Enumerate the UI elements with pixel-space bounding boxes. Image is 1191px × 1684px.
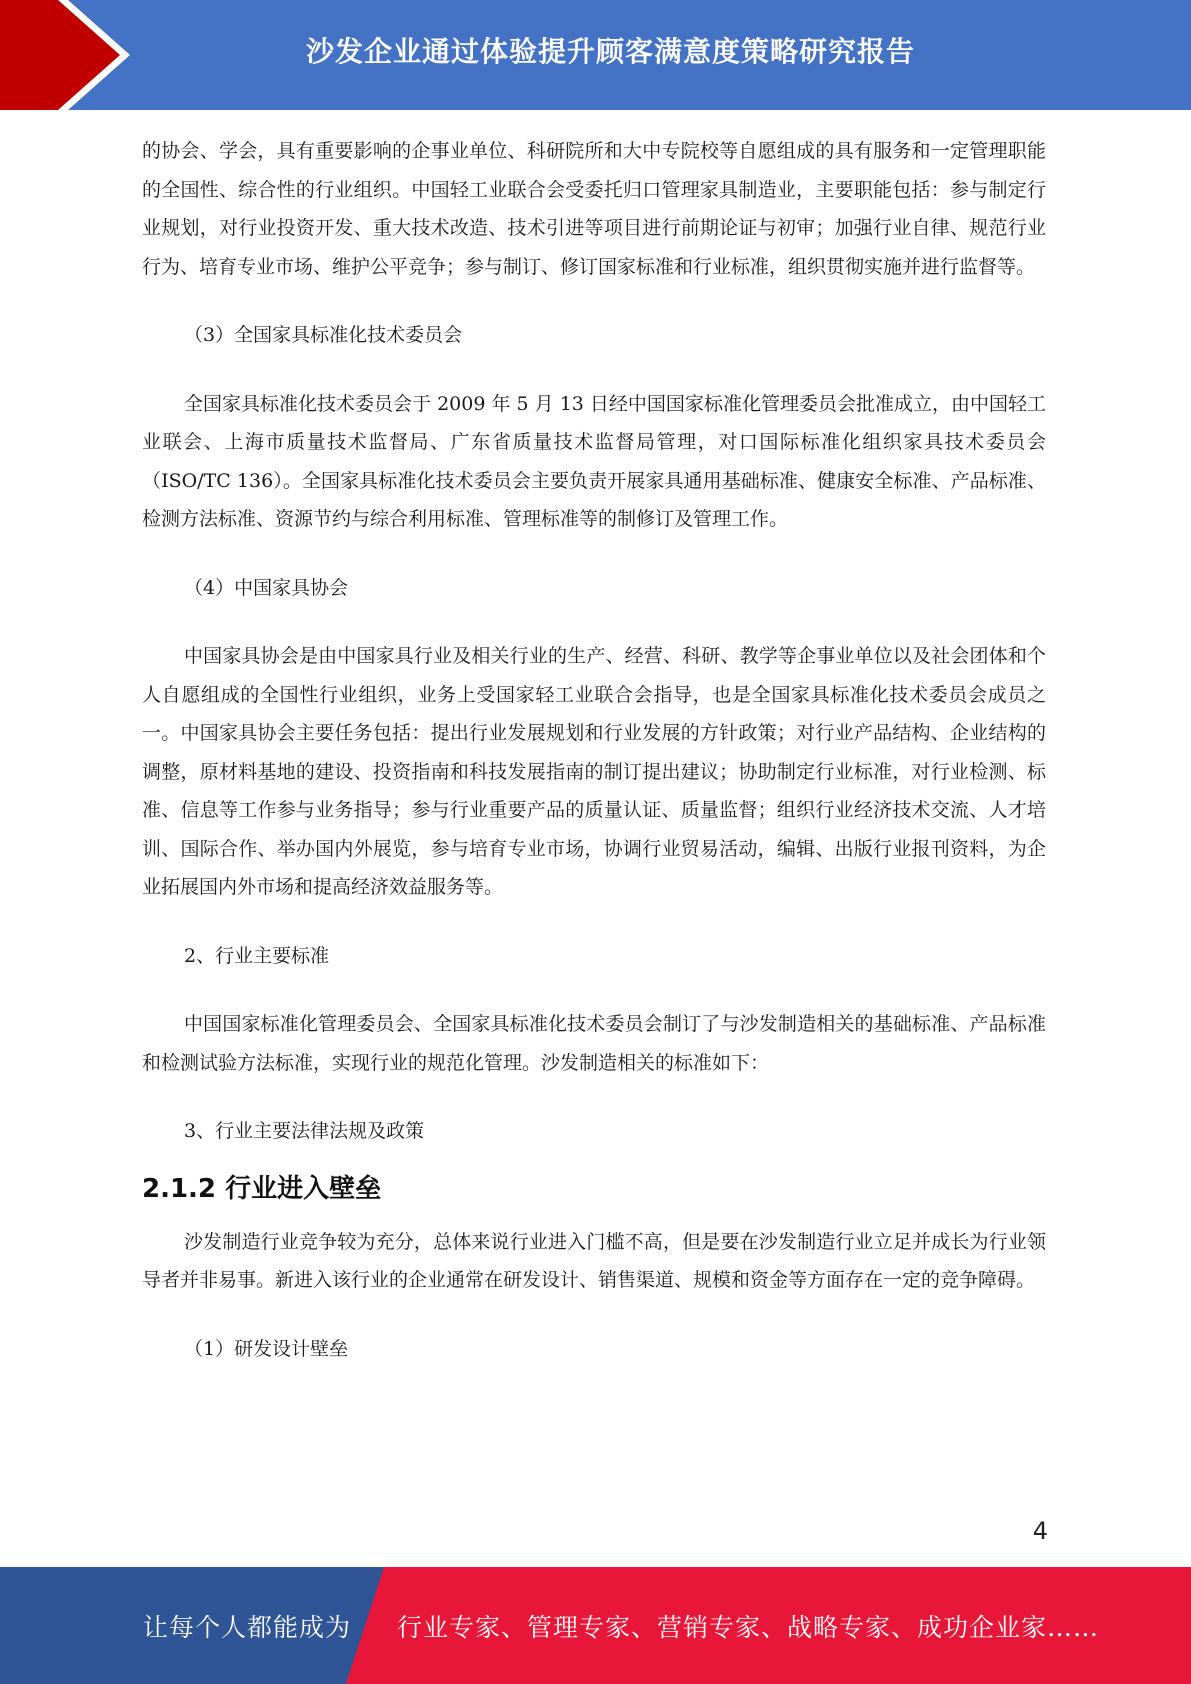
footer-band — [0, 1567, 1191, 1684]
paragraph-entry-barriers: 沙发制造行业竞争较为充分，总体来说行业进入门槛不高，但是要在沙发制造行业立足并成长为行业领导者并非易事。新进入该行业的企业通常在研发设计、销售渠道、规模和资金等方面存在一定的竞争障碍。 — [142, 1230, 1046, 1291]
footer-slogan-right: 行业专家、管理专家、营销专家、战略专家、成功企业家…… — [397, 1612, 1100, 1642]
subheading-4: （4）中国家具协会 — [184, 576, 349, 599]
header-chevron-icon — [0, 0, 160, 110]
footer-slogan-left: 让每个人都能成为 — [143, 1612, 352, 1642]
page-body — [142, 132, 1046, 1368]
paragraph-furniture-association: 中国家具协会是由中国家具行业及相关行业的生产、经营、科研、教学等企事业单位以及社会团体和个人自愿组成的全国性行业组织，业务上受国家轻工业联合会指导，也是全国家具标准化技术委员会成员之一。中国家具协会主要任务包括：提出行业发展规划和行业发展的方针政策；对行业产品结构、企业结构的调整，原材料基地的建设、投资指南和科技发展指南的制订提出建议；协助制定行业标准，对行业检测、标准、信息等工作参与业务指导；参与行业重要产品的质量认证、质量监督；组织行业经济技术交流、人才培训、国际合作、举办国内外展览，参与培育专业市场，协调行业贸易活动，编辑、出版行业报刊资料，为企业拓展国内外市场和提高经济效益服务等。 — [142, 645, 1046, 898]
page-number: 4 — [1032, 1517, 1048, 1545]
heading-industry-standards: 2、行业主要标准 — [184, 944, 330, 967]
paragraph-standards: 中国国家标准化管理委员会、全国家具标准化技术委员会制订了与沙发制造相关的基础标准、产品标准和检测试验方法标准，实现行业的规范化管理。沙发制造相关的标准如下： — [142, 1013, 1046, 1074]
paragraph-intro: 的协会、学会，具有重要影响的企事业单位、科研院所和大中专院校等自愿组成的具有服务和一定管理职能的全国性、综合性的行业组织。中国轻工业联合会受委托归口管理家具制造业，主要职能包括：参与制定行业规划，对行业投资开发、重大技术改造、技术引进等项目进行前期论证与初审；加强行业自律、规范行业行为、培育专业市场、维护公平竞争；参与制订、修订国家标准和行业标准，组织贯彻实施并进行监督等。 — [142, 140, 1046, 278]
heading-laws-policies: 3、行业主要法律法规及政策 — [184, 1120, 425, 1142]
paragraph-standardization-committee: 全国家具标准化技术委员会于 2009 年 5 月 13 日经中国国家标准化管理委员会批准成立，由中国轻工业联会、上海市质量技术监督局、广东省质量技术监督局管理，对口国际标准化组织家具技术委员会（ISO/TC 136）。全国家具标准化技术委员会主要负责开展家具通用基础标准、健康安全标准、产品标准、检测方法标准、资源节约与综合利用标准、管理标准等的制修订及管理工作。 — [142, 392, 1046, 530]
section-title: 2.1.2 行业进入壁垒 — [142, 1173, 382, 1204]
subheading-3: （3）全国家具标准化技术委员会 — [184, 324, 463, 346]
document-title: 沙发企业通过体验提升顾客满意度策略研究报告 — [305, 35, 915, 68]
subheading-rd-barrier: （1）研发设计壁垒 — [184, 1337, 349, 1360]
header-band — [0, 0, 1191, 110]
